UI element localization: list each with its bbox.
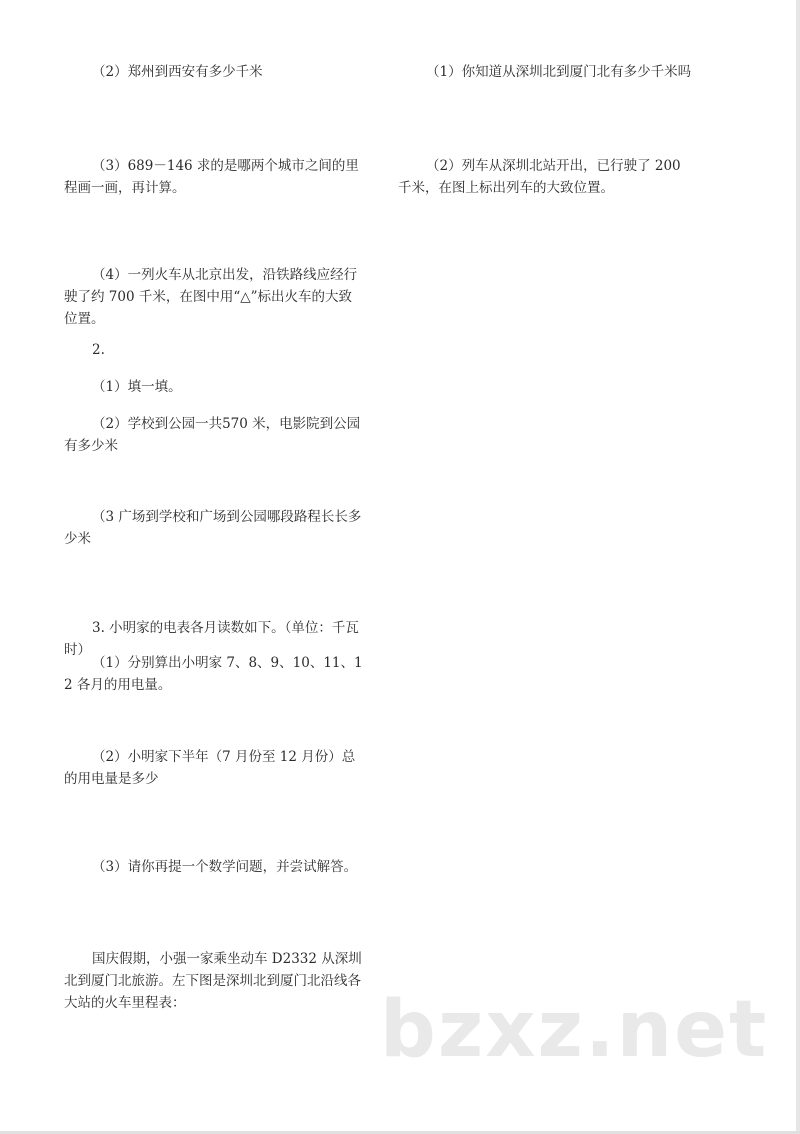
question-4-intro: 国庆假期，小强一家乘坐动车 D2332 从深圳北到厦门北旅游。左下图是深圳北到厦门北沿线各大站的火车里程表： (64, 951, 362, 1011)
question-1-3: （3）689－146 求的是哪两个城市之间的里程画一画，再计算。 (64, 158, 359, 196)
page-edge-right (796, 0, 800, 1134)
right-question-1: （1）你知道从深圳北到厦门北有多少千米吗 (426, 64, 692, 80)
watermark: bzxz.net (380, 985, 769, 1075)
question-2-1: （1）填一填。 (92, 379, 182, 395)
question-2-2: （2）学校到公园一共570 米，电影院到公园有多少米 (64, 416, 361, 454)
question-3-3: （3）请你再提一个数学问题，并尝试解答。 (92, 859, 358, 875)
question-3-1: （1）分别算出小明家 7、8、9、10、11、12 各月的用电量。 (64, 655, 363, 693)
right-question-2: （2）列车从深圳北站开出，已行驶了 200 千米，在图上标出列车的大致位置。 (398, 158, 681, 196)
question-2-number: 2. (92, 342, 105, 358)
question-1-4: （4）一列火车从北京出发，沿铁路线应经行驶了约 700 千米，在图中用“△”标出火车的大致位置。 (64, 267, 358, 327)
question-2-3: （3 广场到学校和广场到公园哪段路程长长多少米 (64, 509, 362, 547)
question-1-2: （2）郑州到西安有多少千米 (92, 64, 263, 80)
question-3-2: （2）小明家下半年（7 月份至 12 月份）总的用电量是多少 (64, 749, 356, 787)
question-3-intro: 3. 小明家的电表各月读数如下。（单位：千瓦时） (64, 620, 359, 658)
